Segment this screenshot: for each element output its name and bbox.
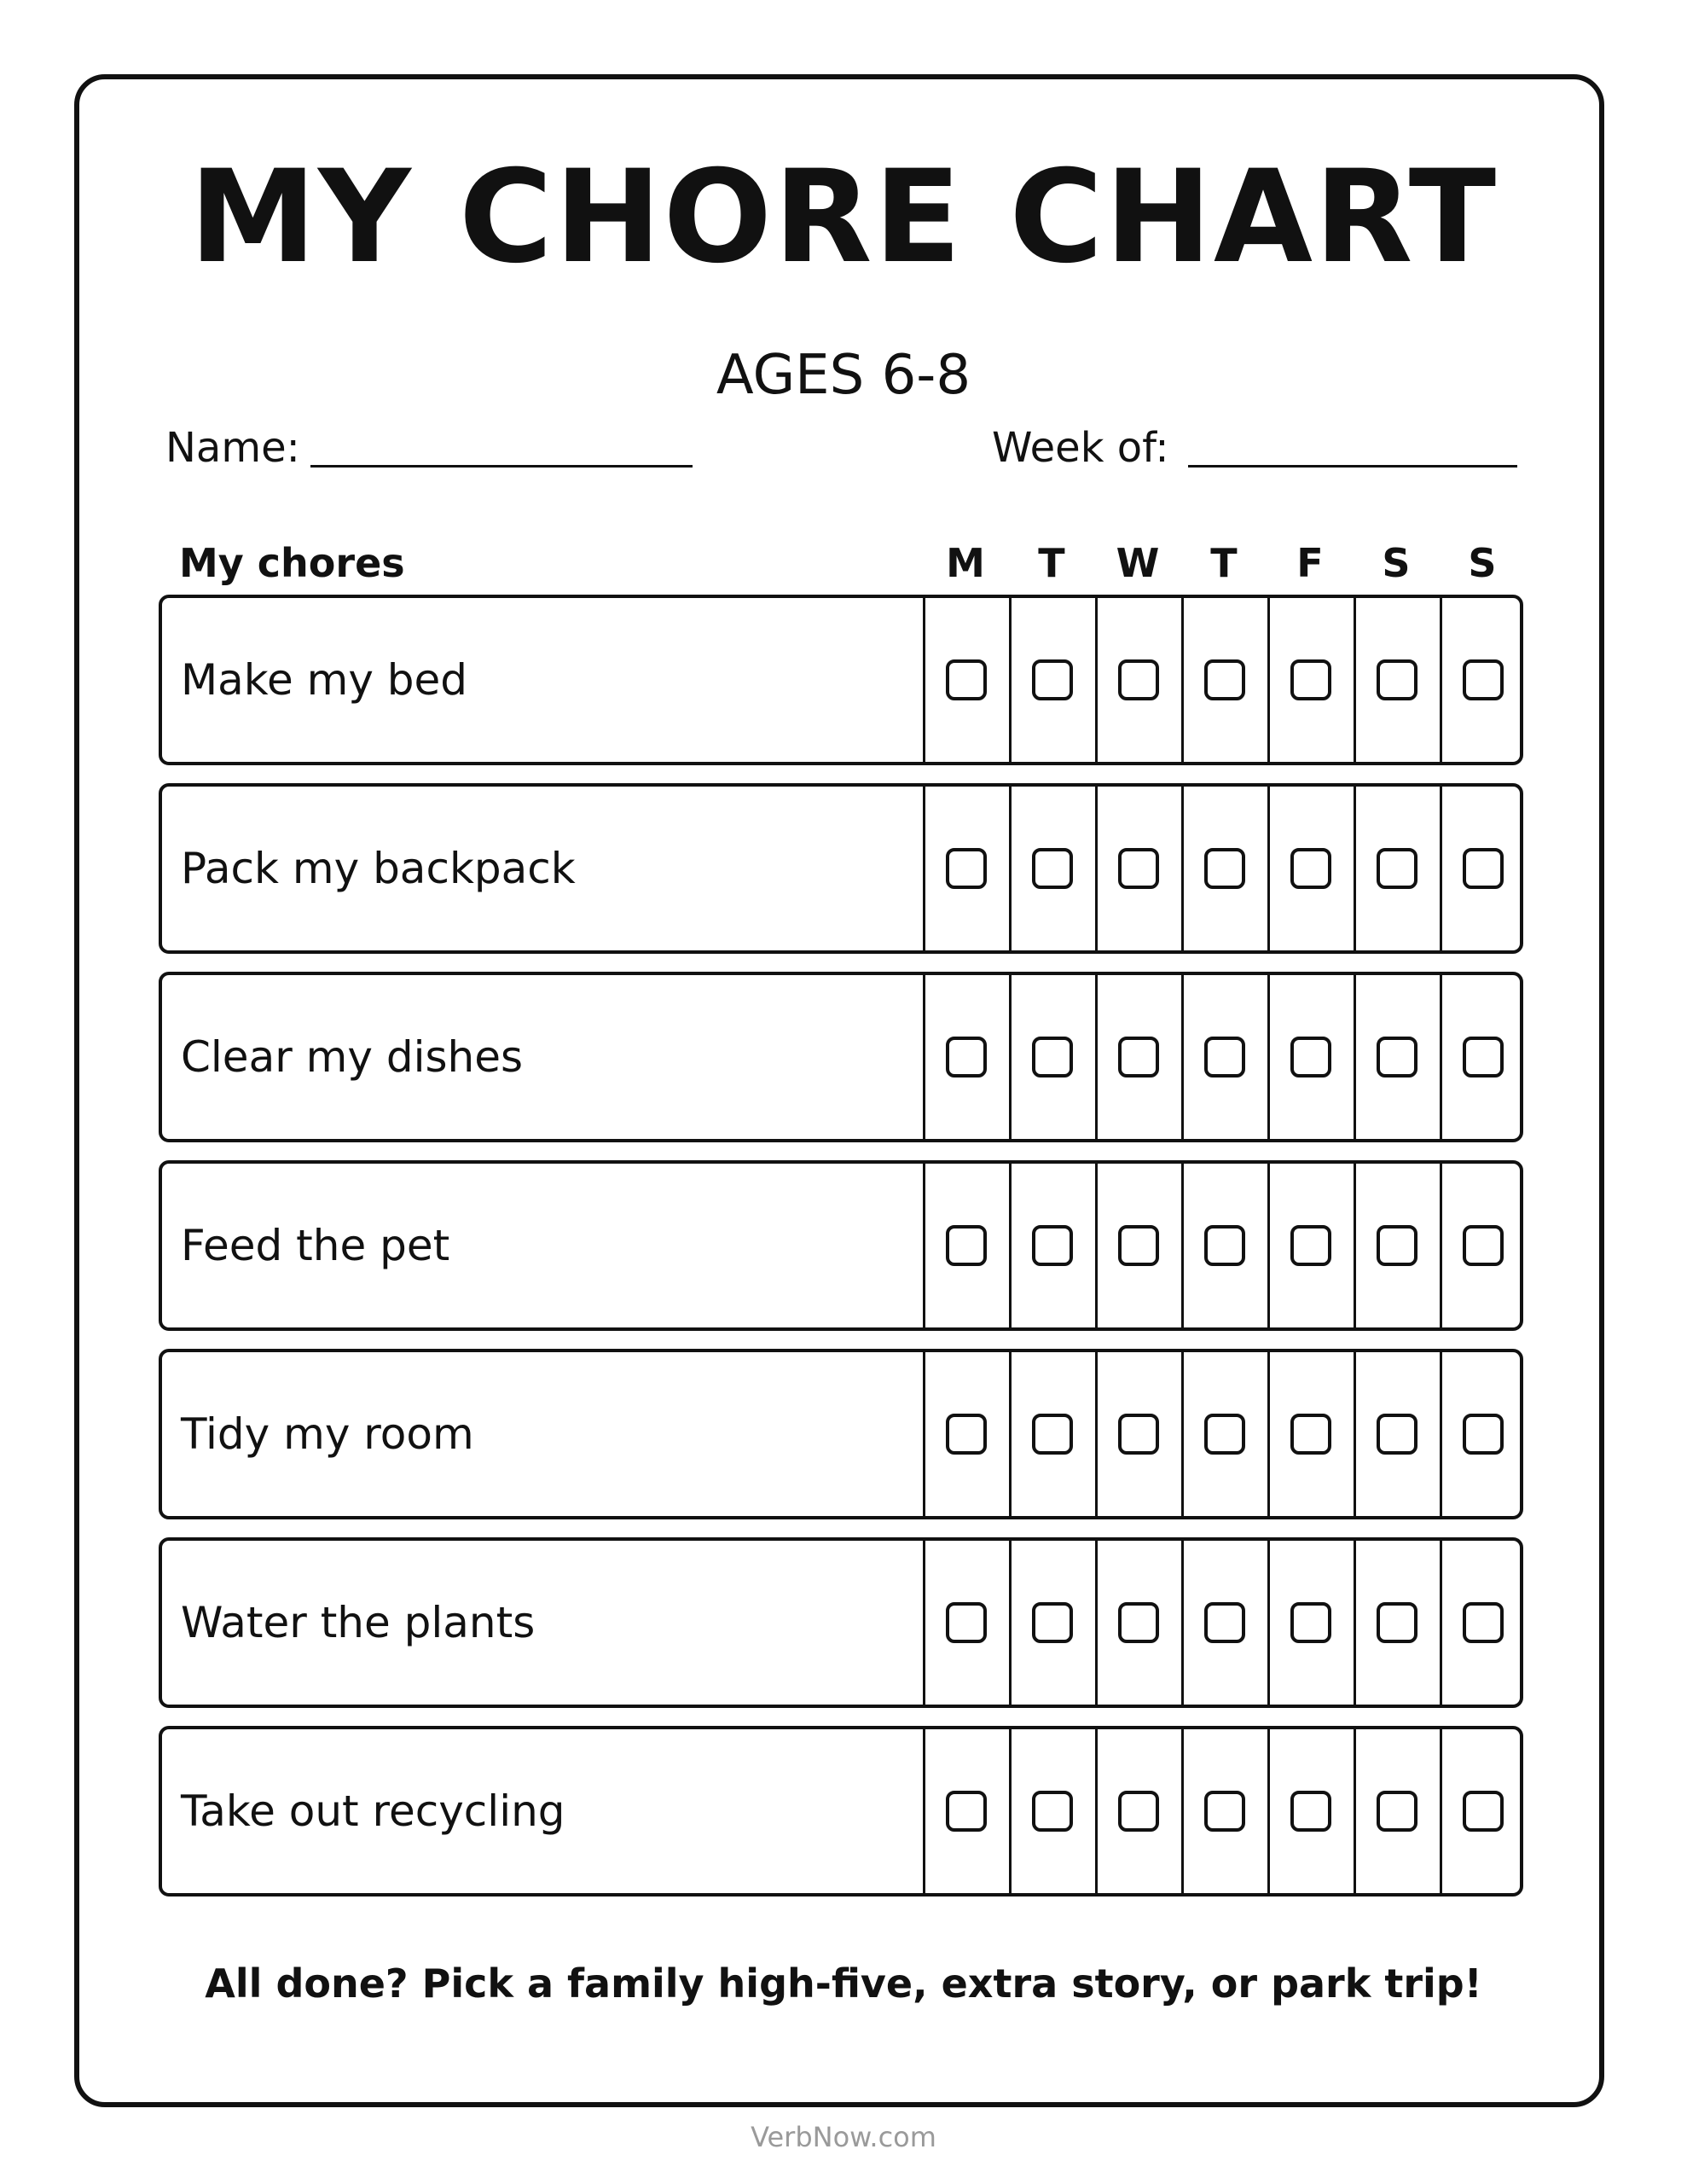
day-cell [1009,975,1095,1139]
day-checkbox[interactable] [1290,1602,1331,1643]
day-cell [1440,1164,1526,1327]
day-checkbox[interactable] [1204,1037,1245,1077]
page-title: MY CHORE CHART [188,143,1499,292]
day-cell [1095,787,1181,950]
day-cell [1440,1352,1526,1516]
day-cell [1095,1729,1181,1893]
reward-note: All done? Pick a family high-five, extra story, or park trip! [205,1960,1482,2007]
chore-label: Water the plants [181,1598,536,1647]
day-checkbox[interactable] [946,1225,987,1266]
day-cell [1095,1541,1181,1705]
day-checkbox[interactable] [946,1414,987,1455]
day-cell [923,1164,1009,1327]
day-checkbox[interactable] [946,1791,987,1832]
day-cell [1095,975,1181,1139]
day-checkbox[interactable] [1118,1414,1159,1455]
day-cell [1095,1164,1181,1327]
day-cell [1267,1541,1354,1705]
day-checkbox[interactable] [1290,1037,1331,1077]
chore-row [159,1537,1523,1708]
day-cell [1440,1541,1526,1705]
day-header: T [1210,540,1238,586]
day-cell [1181,787,1267,950]
day-cell [923,975,1009,1139]
chore-row [159,1349,1523,1519]
day-checkbox[interactable] [1377,1037,1417,1077]
day-checkbox[interactable] [1032,1791,1073,1832]
day-cell [1354,1352,1440,1516]
day-checkbox[interactable] [1377,659,1417,700]
week-of-field[interactable] [1188,465,1517,468]
day-cell [1267,787,1354,950]
day-checkbox[interactable] [1463,659,1504,700]
day-cell [1440,975,1526,1139]
day-cell [1181,975,1267,1139]
watermark: VerbNow.com [751,2121,936,2153]
chore-label: Clear my dishes [181,1032,524,1082]
day-cell [1440,598,1526,762]
day-header: W [1116,540,1160,586]
day-checkbox[interactable] [1290,848,1331,889]
chore-label: Feed the pet [181,1221,450,1270]
day-cell [1009,1541,1095,1705]
day-cell [1095,598,1181,762]
day-cell [923,1352,1009,1516]
day-checkbox[interactable] [1118,659,1159,700]
day-cell [1267,598,1354,762]
chore-label: Take out recycling [181,1786,565,1836]
day-checkbox[interactable] [1032,1037,1073,1077]
day-checkbox[interactable] [1204,1225,1245,1266]
day-header: M [946,540,985,586]
day-checkbox[interactable] [1463,848,1504,889]
day-cell [1181,1352,1267,1516]
day-cell [1440,1729,1526,1893]
day-checkbox[interactable] [1204,1791,1245,1832]
day-checkbox[interactable] [1118,1791,1159,1832]
day-cell [1009,787,1095,950]
name-field[interactable] [310,465,693,468]
day-checkbox[interactable] [1377,1602,1417,1643]
day-cell [1181,1729,1267,1893]
day-cell [1354,1729,1440,1893]
day-checkbox[interactable] [1377,1414,1417,1455]
day-checkbox[interactable] [1377,848,1417,889]
day-checkbox[interactable] [1118,1037,1159,1077]
chore-row [159,783,1523,954]
day-cell [923,787,1009,950]
day-checkbox[interactable] [1118,1602,1159,1643]
day-checkbox[interactable] [1204,1602,1245,1643]
day-checkbox[interactable] [1032,659,1073,700]
day-checkbox[interactable] [1290,1225,1331,1266]
day-cell [1181,1164,1267,1327]
chores-column-header: My chores [179,540,405,586]
chore-row [159,1160,1523,1331]
day-cell [1095,1352,1181,1516]
day-checkbox[interactable] [1463,1602,1504,1643]
day-cell [1354,1541,1440,1705]
chore-row [159,972,1523,1142]
day-checkbox[interactable] [1204,659,1245,700]
day-checkbox[interactable] [1377,1225,1417,1266]
day-cell [1267,1164,1354,1327]
day-checkbox[interactable] [1377,1791,1417,1832]
day-header: T [1038,540,1065,586]
chore-row [159,1726,1523,1896]
chore-label: Make my bed [181,655,468,705]
day-cell [923,1541,1009,1705]
chore-label: Pack my backpack [181,844,576,893]
day-cell [923,1729,1009,1893]
day-cell [1440,787,1526,950]
day-cell [1009,598,1095,762]
day-checkbox[interactable] [1032,1225,1073,1266]
day-checkbox[interactable] [1290,1414,1331,1455]
day-checkbox[interactable] [1118,848,1159,889]
day-checkbox[interactable] [946,848,987,889]
day-cell [1267,1729,1354,1893]
day-cell [1009,1729,1095,1893]
day-checkbox[interactable] [946,1602,987,1643]
day-cell [1181,598,1267,762]
day-cell [1267,975,1354,1139]
day-cell [1354,975,1440,1139]
day-checkbox[interactable] [1032,848,1073,889]
day-checkbox[interactable] [1204,1414,1245,1455]
day-header: S [1382,540,1411,586]
day-cell [1354,598,1440,762]
day-checkbox[interactable] [1463,1225,1504,1266]
day-checkbox[interactable] [946,659,987,700]
day-cell [1354,787,1440,950]
day-checkbox[interactable] [1290,659,1331,700]
day-cell [1267,1352,1354,1516]
day-checkbox[interactable] [1032,1602,1073,1643]
day-header: S [1468,540,1497,586]
day-cell [1354,1164,1440,1327]
day-checkbox[interactable] [1290,1791,1331,1832]
day-checkbox[interactable] [1463,1791,1504,1832]
week-of-label: Week of: [992,424,1169,472]
day-header: F [1296,540,1324,586]
day-checkbox[interactable] [1463,1037,1504,1077]
day-checkbox[interactable] [1463,1414,1504,1455]
day-cell [923,598,1009,762]
day-cell [1009,1352,1095,1516]
day-checkbox[interactable] [1204,848,1245,889]
chore-label: Tidy my room [181,1409,474,1459]
day-checkbox[interactable] [1032,1414,1073,1455]
day-checkbox[interactable] [1118,1225,1159,1266]
day-checkbox[interactable] [946,1037,987,1077]
page-subtitle: AGES 6-8 [716,344,971,407]
day-cell [1181,1541,1267,1705]
name-label: Name: [165,424,300,472]
chore-row [159,595,1523,765]
day-cell [1009,1164,1095,1327]
